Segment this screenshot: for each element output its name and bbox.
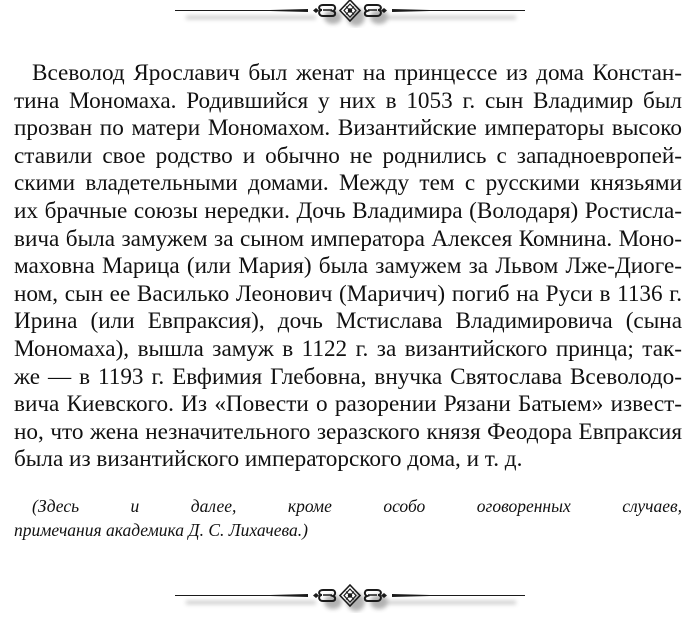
paragraph-line: Ирина (или Евпраксия), дочь Мстислава Владимировича (сына <box>14 308 682 335</box>
paragraph-line: ставили свое родство и обычно не роднились с западноевропей- <box>14 142 682 169</box>
paragraph-line: вича Киевского. Из «Повести о разорении Рязани Батыем» извест- <box>14 391 682 418</box>
paragraph-line: была из византийского императорского дома, и т. д. <box>14 446 523 473</box>
paragraph-line: но, что жена незначительного зеразского князя Феодора Евпраксия <box>14 418 682 445</box>
paragraph-line: вича была замужем за сыном императора Алексея Комнина. Моно- <box>14 225 682 252</box>
paragraph-line: прозван по матери Мономахом. Византийские императоры высоко <box>14 115 682 142</box>
footnote-line: примечания академика Д. С. Лихачева.) <box>14 520 308 540</box>
flourish-icon <box>170 0 530 28</box>
main-paragraph <box>14 60 682 474</box>
paragraph-line: Мономаха), вышла замуж в 1122 г. за византийского принца; так- <box>14 335 682 362</box>
ornament-divider-bottom <box>170 583 530 613</box>
footnote-line: (Здесь и далее, кроме особо оговоренных случаев, <box>32 496 682 516</box>
ornament-divider-top <box>170 0 530 28</box>
editorial-footnote <box>14 494 682 542</box>
flourish-icon <box>170 583 530 613</box>
paragraph-line: Всеволод Ярославич был женат на принцессе из дома Констан- <box>32 60 682 86</box>
paragraph-line: же — в 1193 г. Евфимия Глебовна, внучка Святослава Всеволодо- <box>14 363 682 390</box>
paragraph-line: тина Мономаха. Родившийся у них в 1053 г. сын Владимир был <box>14 87 682 114</box>
paragraph-line: маховна Марица (или Мария) была замужем за Львом Лже-Диоге- <box>14 253 682 280</box>
paragraph-line: их брачные союзы нередки. Дочь Владимира (Володаря) Ростисла- <box>14 197 682 224</box>
paragraph-line: ном, сын ее Василько Леонович (Маричич) погиб на Руси в 1136 г. <box>14 280 682 307</box>
paragraph-line: скими владетельными домами. Между тем с русскими князьями <box>14 170 682 197</box>
